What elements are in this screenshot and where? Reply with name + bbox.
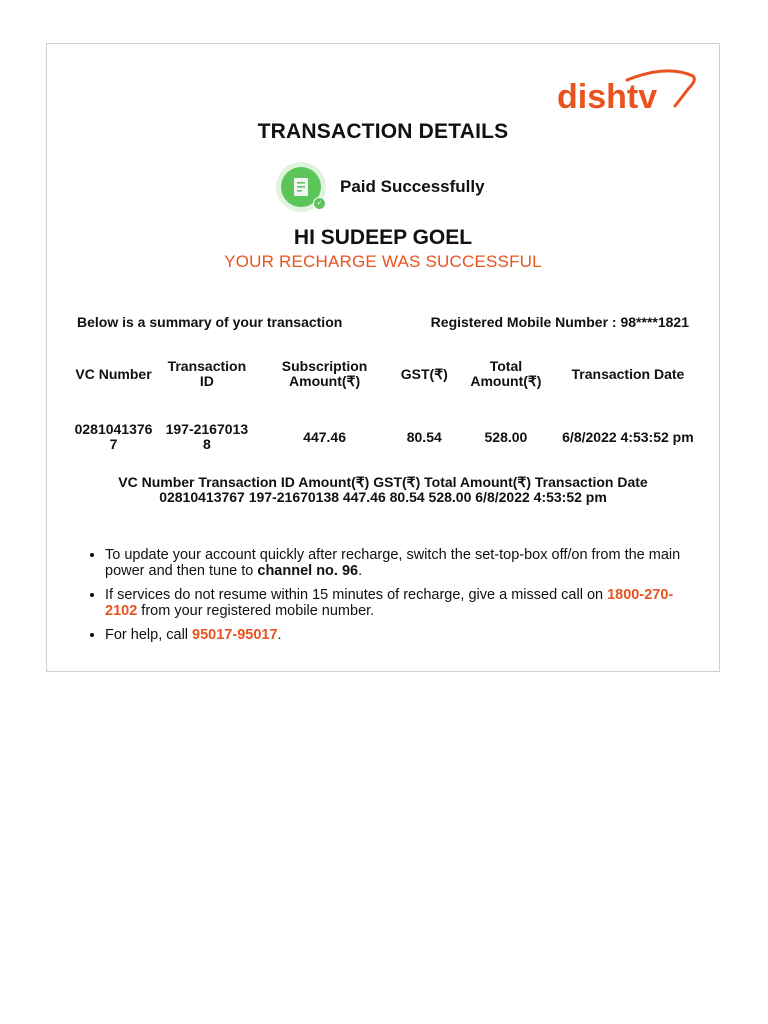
summary-intro: Below is a summary of your transaction <box>77 314 343 330</box>
help-notes <box>87 547 695 651</box>
help-phone-number[interactable]: 95017-95017 <box>192 627 278 643</box>
plain-summary <box>47 475 719 505</box>
dishtv-logo <box>557 66 697 114</box>
note-text: from your registered mobile number. <box>137 603 375 619</box>
col-transaction-id: Transaction ID <box>167 358 247 389</box>
note-text: For help, call <box>105 627 193 643</box>
transaction-table <box>69 349 699 463</box>
col-vc-number: VC Number <box>75 365 152 382</box>
list-item <box>105 587 695 619</box>
note-text: To update your account quickly after recharge, switch the set-top-box off/on from the main power and then tune to <box>105 547 681 579</box>
status-text: Paid Successfully <box>340 177 485 196</box>
note-text: If services do not resume within 15 minutes of recharge, give a missed call on <box>105 587 608 603</box>
cell-gst: 80.54 <box>406 428 442 445</box>
logo-text: dishtv <box>557 78 658 114</box>
col-subscription-amount: Subscription Amount(₹) <box>281 358 368 389</box>
cell-transaction-id: 197-21670138 <box>165 421 249 452</box>
receipt-icon <box>292 177 310 197</box>
plain-summary-headers: VC Number Transaction ID Amount(₹) GST(₹) Total Amount(₹) Transaction Date <box>118 474 648 490</box>
col-transaction-date: Transaction Date <box>571 365 685 382</box>
page-title: TRANSACTION DETAILS <box>257 120 509 143</box>
note-text: . <box>358 563 363 579</box>
col-total-amount: Total Amount(₹) <box>470 358 542 389</box>
table-header-row <box>69 349 699 399</box>
success-message: YOUR RECHARGE WAS SUCCESSFUL <box>224 252 542 271</box>
transaction-card <box>46 43 720 672</box>
note-text: . <box>277 627 282 643</box>
cell-subscription-amount: 447.46 <box>303 428 346 445</box>
payment-status <box>276 162 485 212</box>
check-icon: ✓ <box>313 197 326 210</box>
customer-greeting: HI SUDEEP GOEL <box>293 226 473 249</box>
col-gst: GST(₹) <box>400 365 448 382</box>
channel-number: channel no. 96 <box>257 563 359 579</box>
plain-summary-values: 02810413767 197-21670138 447.46 80.54 528.00 6/8/2022 4:53:52 pm <box>159 489 607 505</box>
cell-transaction-date: 6/8/2022 4:53:52 pm <box>562 428 694 445</box>
table-row <box>69 399 699 463</box>
cell-total-amount: 528.00 <box>484 428 528 445</box>
missed-call-number[interactable]: 1800-270-2102 <box>105 587 674 619</box>
receipt-check-icon <box>276 162 326 212</box>
registered-mobile: Registered Mobile Number : 98****1821 <box>430 314 689 330</box>
cell-vc-number: 02810413767 <box>74 421 153 452</box>
list-item <box>105 627 695 643</box>
list-item <box>105 547 695 579</box>
